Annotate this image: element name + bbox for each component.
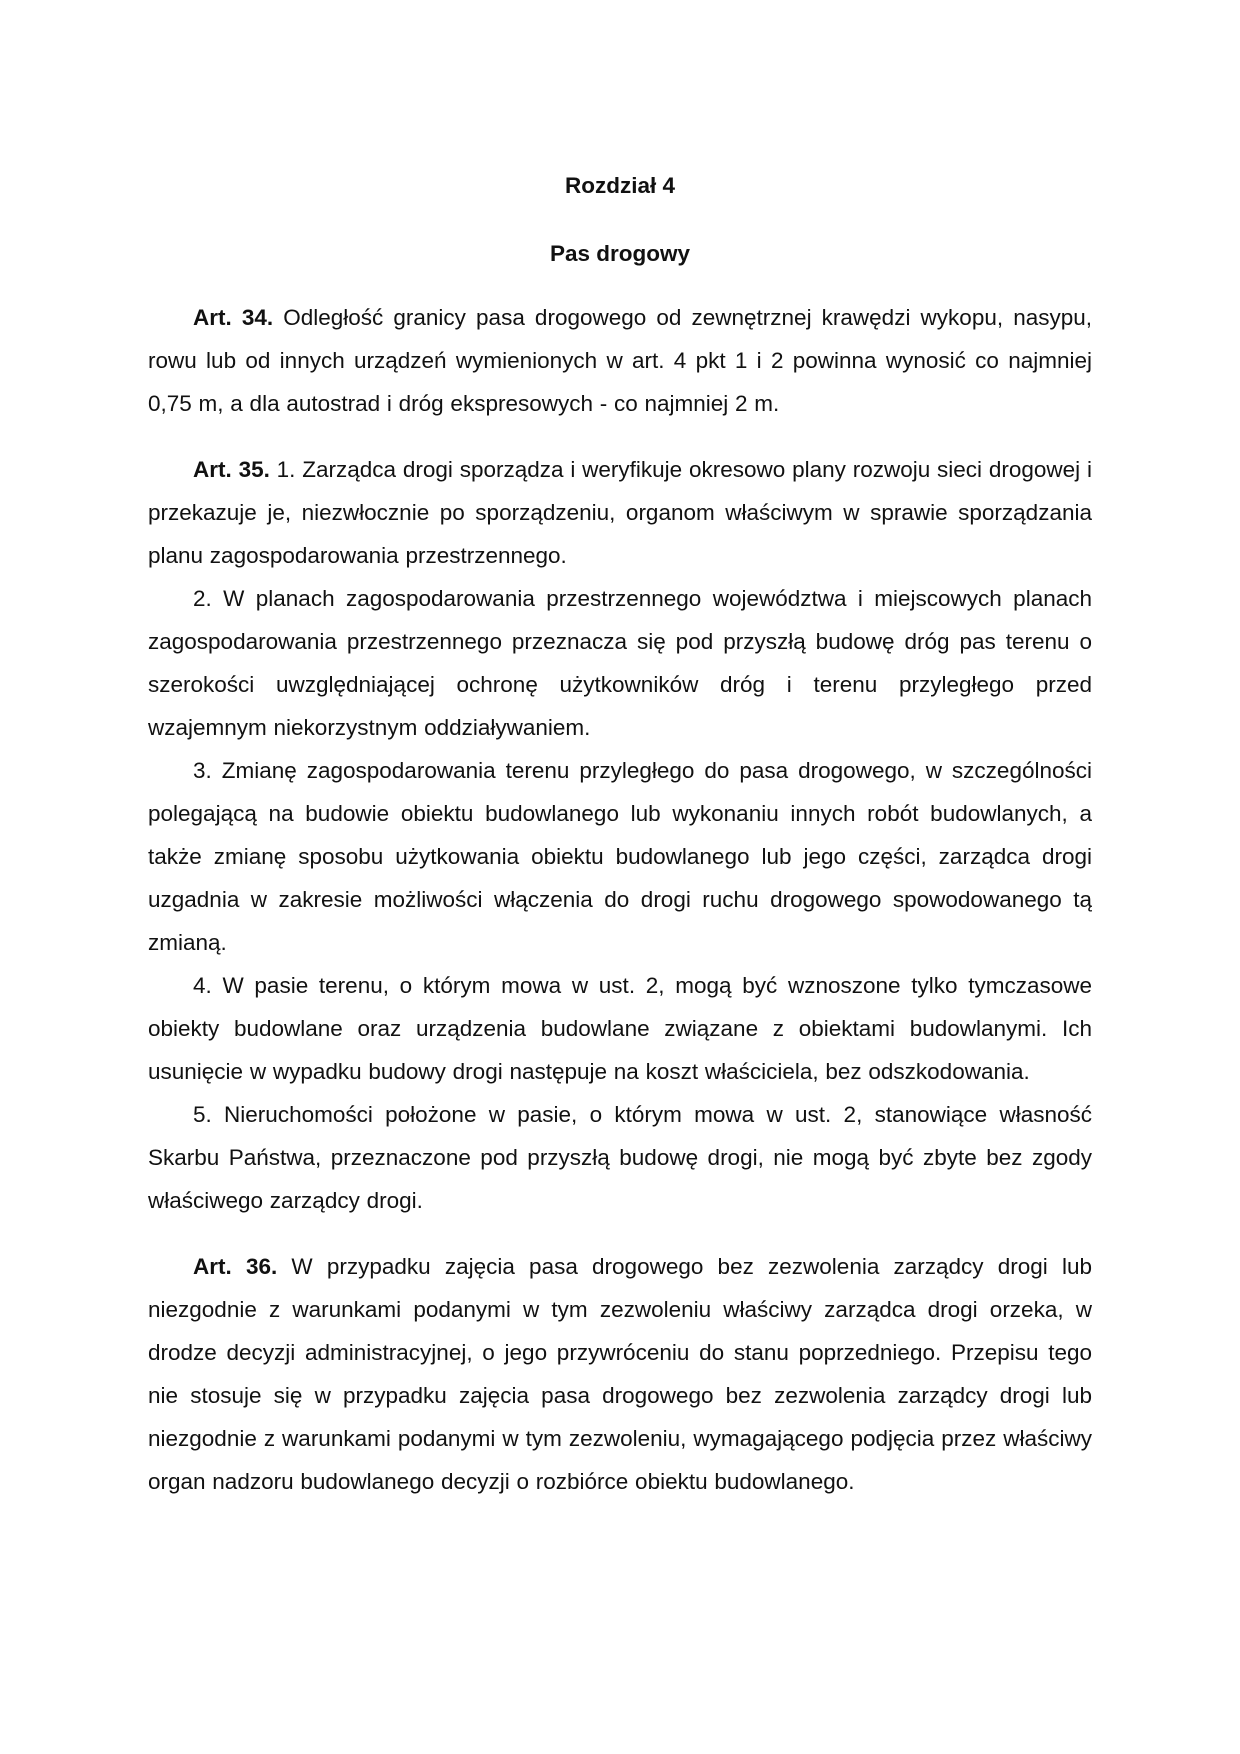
- article-35-paragraph-5: 5. Nieruchomości położone w pasie, o którym mowa w ust. 2, stanowiące własność Skarbu Państwa, przeznaczone pod przyszłą budowę drogi, nie mogą być zbyte bez zgody właściwego zarządcy drogi.: [148, 1102, 1092, 1213]
- document-page: [148, 168, 1092, 1708]
- article-36-paragraph-1: [148, 1245, 1092, 1503]
- article-35-paragraph-3: 3. Zmianę zagospodarowania terenu przyległego do pasa drogowego, w szczególności polegającą na budowie obiektu budowlanego lub wykonaniu innych robót budowlanych, a także zmianę sposobu użytkowania obiektu budowlanego lub jego części, zarządca drogi uzgadnia w zakresie możliwości włączenia do drogi ruchu drogowego spowodowanego tą zmianą.: [148, 758, 1092, 955]
- article-34-number: Art. 34.: [193, 305, 274, 330]
- article-35-paragraph-2: 2. W planach zagospodarowania przestrzennego województwa i miejscowych planach zagospodarowania przestrzennego przeznacza się pod przyszłą budowę dróg pas terenu o szerokości uwzględniającej ochronę użytkowników dróg i terenu przyległego przed wzajemnym niekorzystnym oddziaływaniem.: [148, 586, 1092, 740]
- chapter-heading: Rozdział 4: [564, 173, 676, 198]
- article-34-paragraph-1: [148, 296, 1092, 425]
- chapter-subject-heading: Pas drogowy: [549, 241, 691, 266]
- article-36-text: W przypadku zajęcia pasa drogowego bez zezwolenia zarządcy drogi lub niezgodnie z warunkami podanymi w tym zezwoleniu właściwy zarządca drogi orzeka, w drodze decyzji administracyjnej, o jego przywróceniu do stanu poprzedniego. Przepisu tego nie stosuje się w przypadku zajęcia pasa drogowego bez zezwolenia zarządcy drogi lub niezgodnie z warunkami podanymi w tym zezwoleniu, wymagającego podjęcia przez właściwy organ nadzoru budowlanego decyzji o rozbiórce obiektu budowlanego.: [148, 1254, 1092, 1494]
- article-35: [148, 448, 1092, 1222]
- article-35-text-1: 1. Zarządca drogi sporządza i weryfikuje okresowo plany rozwoju sieci drogowej i przekazuje je, niezwłocznie po sporządzeniu, organom właściwym w sprawie sporządzania planu zagospodarowania przestrzennego.: [148, 457, 1092, 568]
- article-36-number: Art. 36.: [193, 1254, 278, 1279]
- article-34-text: Odległość granicy pasa drogowego od zewnętrznej krawędzi wykopu, nasypu, rowu lub od innych urządzeń wymienionych w art. 4 pkt 1 i 2 powinna wynosić co najmniej 0,75 m, a dla autostrad i dróg ekspresowych - co najmniej 2 m.: [148, 305, 1092, 416]
- article-34: [148, 296, 1092, 425]
- article-36: [148, 1245, 1092, 1503]
- article-35-paragraph-1: [148, 448, 1092, 577]
- article-35-paragraph-4: 4. W pasie terenu, o którym mowa w ust. 2, mogą być wznoszone tylko tymczasowe obiekty budowlane oraz urządzenia budowlane związane z obiektami budowlanymi. Ich usunięcie w wypadku budowy drogi następuje na koszt właściciela, bez odszkodowania.: [148, 973, 1092, 1084]
- article-35-number: Art. 35.: [193, 457, 270, 482]
